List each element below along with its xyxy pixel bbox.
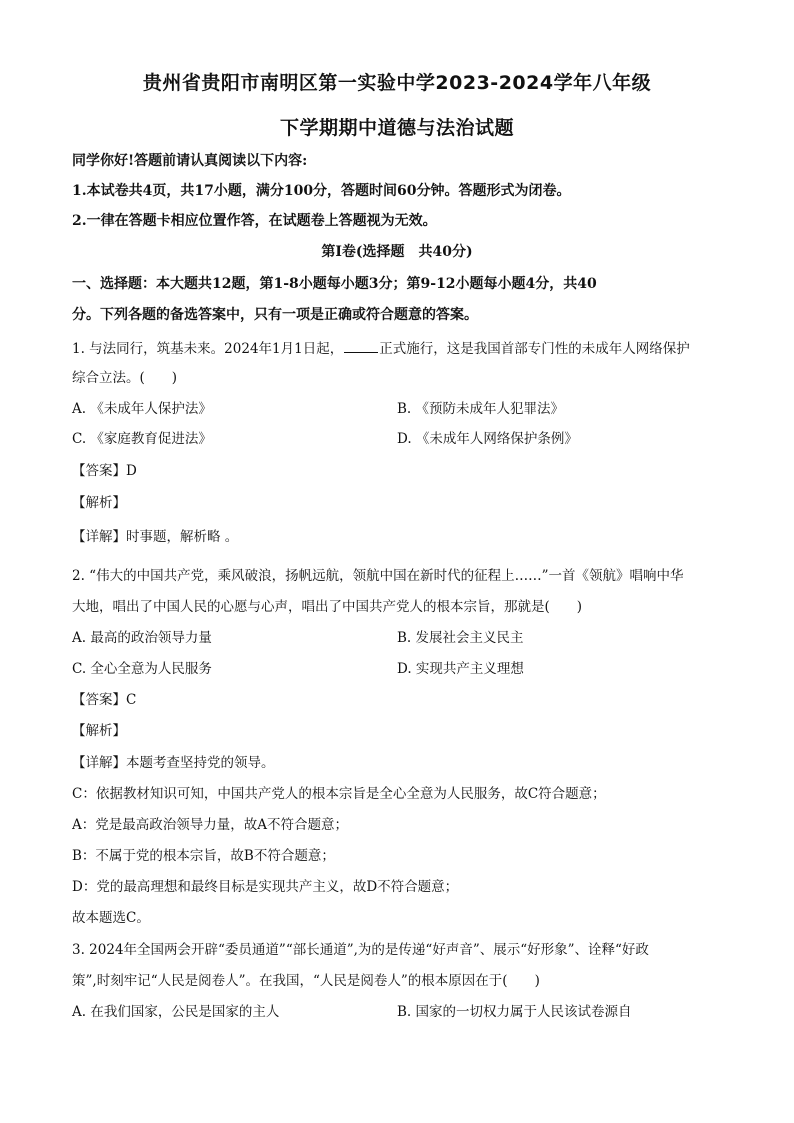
answer-value: D [126,463,137,479]
answer-label: 【答案】 [72,463,126,479]
detail-text: 时事题，解析略 。 [126,529,239,545]
notice-greeting: 同学你好!答题前请认真阅读以下内容: [72,153,308,169]
question-1-option-c: C. 《家庭教育促进法》 [72,431,212,447]
question-2-conclusion: 故本题选C。 [72,910,150,926]
question-2-analysis-label: 【解析】 [72,723,126,739]
question-2-answer [72,690,722,710]
question-1-answer [72,461,722,481]
question-2-explain-b: B：不属于党的根本宗旨，故B不符合题意； [72,848,335,864]
document-title-line-1: 贵州省贵阳市南明区第一实验中学2023-2024学年八年级 [142,72,652,94]
question-1-detail [72,527,722,547]
question-1-stem-post: 正式施行，这是我国首部专门性的未成年人网络保护 [379,341,690,357]
question-1-option-d: D. 《未成年人网络保护条例》 [397,431,578,447]
question-2-option-d: D. 实现共产主义理想 [397,661,524,677]
question-1-stem-line-2: 综合立法。( ) [72,370,178,386]
detail-label: 【详解】 [72,755,126,771]
question-2-detail [72,753,722,773]
question-3-option-b: B. 国家的一切权力属于人民该试卷源自 [397,1004,632,1020]
detail-text: 本题考查坚持党的领导。 [126,755,275,771]
question-1-analysis-label: 【解析】 [72,495,126,511]
question-2-explain-d: D：党的最高理想和最终目标是实现共产主义，故D不符合题意； [72,879,459,895]
section-instruction-line-2: 分。下列各题的备选答案中，只有一项是正确或符合题意的答案。 [72,307,478,323]
question-2-stem-line-2: 大地，唱出了中国人民的心愿与心声，唱出了中国共产党人的根本宗旨，那就是( ) [72,599,583,615]
answer-label: 【答案】 [72,692,126,708]
notice-item-1: 1.本试卷共4页，共17小题，满分100分，答题时间60分钟。答题形式为闭卷。 [72,183,571,199]
question-3-stem-line-2: 策”,时刻牢记“人民是阅卷人”。在我国，“人民是阅卷人”的根本原因在于( ) [72,973,540,989]
detail-label: 【详解】 [72,529,126,545]
answer-value: C [126,692,137,708]
question-2-option-c: C. 全心全意为人民服务 [72,661,212,677]
question-1-option-a: A. 《未成年人保护法》 [72,401,212,417]
question-2-explain-a: A：党是最高政治领导力量，故A不符合题意； [72,817,348,833]
question-1-stem-line-1 [72,338,722,359]
section-heading: 第Ⅰ卷(选择题 共40分) [321,244,473,260]
question-3-stem-line-1: 3. 2024年全国两会开辟“委员通道”“部长通道”,为的是传递“好声音”、展示“好形象”、诠释“好政 [72,942,649,958]
question-2-option-a: A. 最高的政治领导力量 [72,630,212,646]
question-2-stem-line-1: 2. “伟大的中国共产党，乘风破浪，扬帆远航，领航中国在新时代的征程上……”一首《领航》唱响中华 [72,568,684,584]
question-2-explain-c: C：依据教材知识可知，中国共产党人的根本宗旨是全心全意为人民服务，故C符合题意； [72,786,606,802]
question-1-option-b: B. 《预防未成年人犯罪法》 [397,401,565,417]
notice-item-2: 2.一律在答题卡相应位置作答，在试题卷上答题视为无效。 [72,213,437,229]
question-2-option-b: B. 发展社会主义民主 [397,630,524,646]
question-1-blank [344,338,378,353]
question-1-stem-pre: 1. 与法同行，筑基未来。2024年1月1日起， [72,341,344,357]
question-3-option-a: A. 在我们国家，公民是国家的主人 [72,1004,280,1020]
document-title-line-2: 下学期期中道德与法治试题 [279,117,514,139]
section-instruction-line-1: 一、选择题：本大题共12题，第1-8小题每小题3分；第9-12小题每小题4分，共40 [72,276,597,292]
